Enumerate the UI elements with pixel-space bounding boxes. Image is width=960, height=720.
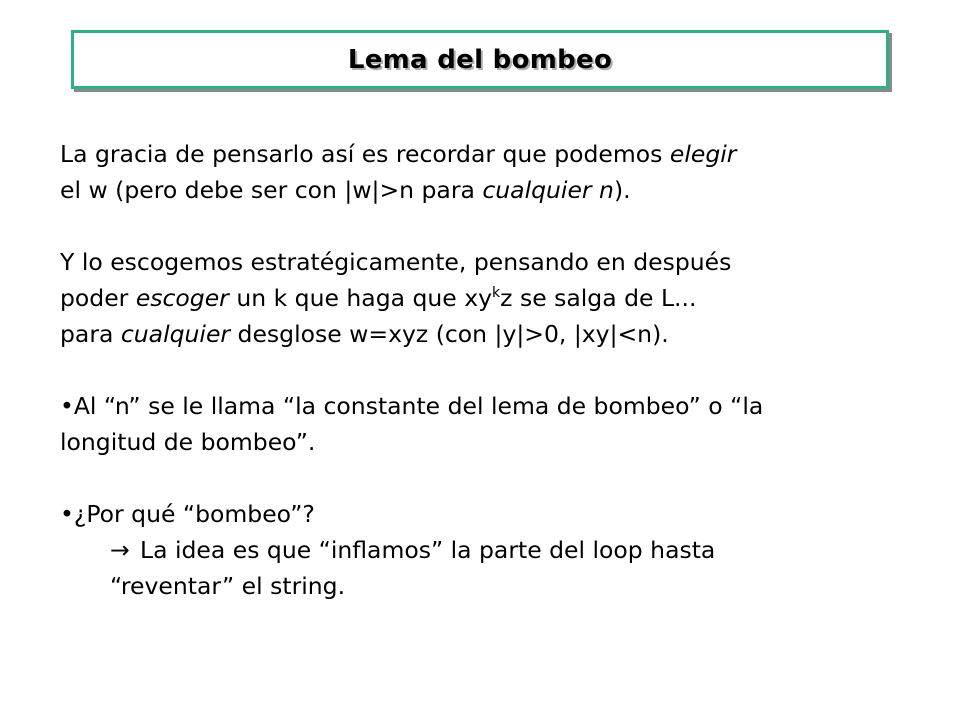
emphasis-escoger: escoger: [135, 284, 229, 312]
paragraph-2-line-1: Y lo escogemos estratégicamente, pensando en después: [60, 248, 732, 276]
paragraph-1: [60, 136, 930, 208]
slide-title: Lema del bombeo: [347, 44, 613, 75]
superscript-k: k: [492, 285, 501, 301]
bullet-1-line-2: longitud de bombeo”.: [60, 428, 316, 456]
arrow-right-icon: →: [110, 536, 130, 564]
text-run: La gracia de pensarlo así es recordar que podemos: [60, 140, 670, 168]
text-run: z se salga de L...: [500, 284, 697, 312]
text-run: poder: [60, 284, 136, 312]
title-box: [71, 30, 889, 89]
bullet-2: [60, 496, 930, 604]
slide-body: [60, 136, 930, 640]
bullet-2-line-3: “reventar” el string.: [110, 572, 346, 600]
text-run: para: [60, 320, 121, 348]
paragraph-2-line-3: [60, 316, 930, 352]
paragraph-2-line-2: [60, 280, 930, 316]
bullet-1: [60, 388, 930, 460]
bullet-2-line-2: [60, 532, 930, 568]
bullet-2-line-1: •¿Por qué “bombeo”?: [60, 500, 315, 528]
emphasis-cualquier: cualquier: [120, 320, 231, 348]
text-run: desglose w=xyz (con |y|>0, |xy|<n).: [230, 320, 669, 348]
paragraph-2: [60, 244, 930, 352]
paragraph-1-line-1: [60, 136, 930, 172]
text-run: el w (pero debe ser con |w|>n para: [60, 176, 483, 204]
text-run: La idea es que “inflamos” la parte del loop hasta: [140, 536, 716, 564]
bullet-1-line-1: •Al “n” se le llama “la constante del lema de bombeo” o “la: [60, 392, 764, 420]
text-run: ).: [613, 176, 631, 204]
text-run: un k que haga que xy: [228, 284, 493, 312]
emphasis-cualquier-n: cualquier n: [482, 176, 614, 204]
emphasis-elegir: elegir: [669, 140, 737, 168]
paragraph-1-line-2: [60, 172, 930, 208]
